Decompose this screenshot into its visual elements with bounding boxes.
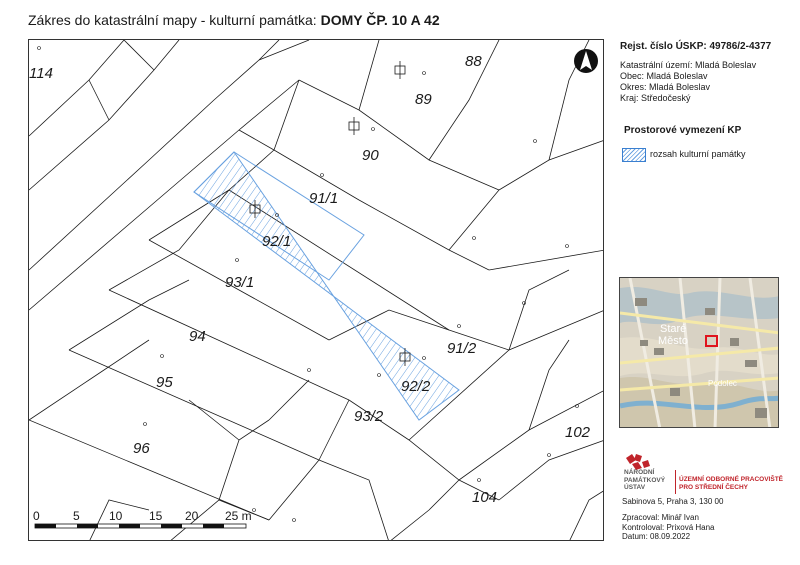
logo-divider: [675, 470, 676, 494]
parcel-label-92-2: 92/2: [401, 378, 431, 395]
district: Okres: Mladá Boleslav: [620, 82, 711, 92]
parcel-label-93-2: 93/2: [354, 408, 384, 425]
overview-map-canvas: [620, 278, 779, 428]
parcel-label-95: 95: [156, 374, 173, 391]
parcel-label-89: 89: [415, 91, 432, 108]
parcel-label-91-1: 91/1: [309, 190, 339, 207]
parcel-label-93-1: 93/1: [225, 274, 255, 291]
parcel-label-94: 94: [189, 328, 206, 345]
checker: Kontroloval: Prixová Hana: [622, 522, 715, 532]
cadastral-map-canvas: [29, 40, 604, 541]
overview-label-mesto: Město: [658, 335, 688, 347]
title-prefix: Zákres do katastrální mapy - kulturní památka:: [28, 12, 321, 28]
parcel-label-90: 90: [362, 147, 379, 164]
cadastral-area: Katastrální území: Mladá Boleslav: [620, 60, 757, 70]
parcel-boundaries: [29, 40, 604, 541]
scale-bar: [33, 509, 252, 528]
date: Datum: 08.09.2022: [622, 532, 691, 541]
author: Zpracoval: Minář Ivan: [622, 513, 699, 522]
legend-title: Prostorové vymezení KP: [624, 125, 742, 136]
overview-label-stare: Staré: [660, 323, 687, 335]
overview-map[interactable]: [619, 277, 779, 428]
scale-tick-5: 5: [73, 509, 80, 523]
municipality: Obec: Mladá Boleslav: [620, 71, 708, 81]
credits: [622, 513, 715, 542]
logo-institution-name: NÁRODNÍ PAMÁTKOVÝ ÚSTAV: [624, 469, 666, 491]
parcel-label-104: 104: [472, 489, 498, 506]
title-monument-name: DOMY ČP. 10 A 42: [320, 12, 440, 28]
overview-label-podolec: Podolec: [708, 379, 737, 388]
scale-tick-10: 10: [109, 509, 123, 523]
scale-tick-20: 20: [185, 509, 199, 523]
parcel-label-114: 114: [29, 65, 53, 82]
cadastral-map[interactable]: [28, 39, 604, 541]
parcel-label-92-1: 92/1: [262, 233, 292, 250]
address: Sabinova 5, Praha 3, 130 00: [622, 497, 724, 506]
region: Kraj: Středočeský: [620, 93, 691, 103]
map-title: [28, 12, 440, 28]
parcel-label-91-2: 91/2: [447, 340, 477, 357]
scale-tick-0: 0: [33, 509, 40, 523]
parcel-label-96: 96: [133, 440, 150, 457]
logo-unit-name: ÚZEMNÍ ODBORNÉ PRACOVIŠTĚ PRO STŘEDNÍ ČECHY: [679, 476, 784, 491]
parcel-points: [38, 47, 579, 522]
scale-tick-15: 15: [149, 509, 163, 523]
location-info: [620, 60, 756, 104]
parcel-label-88: 88: [465, 53, 482, 70]
north-arrow-icon: [574, 49, 598, 73]
registration-number: Rejst. číslo ÚSKP: 49786/2-4377: [620, 41, 772, 52]
legend-item-label: rozsah kulturní památky: [650, 149, 746, 159]
scale-tick-25-m: 25 m: [225, 509, 252, 523]
parcel-label-102: 102: [565, 424, 591, 441]
legend-hatch-swatch: [622, 148, 646, 162]
